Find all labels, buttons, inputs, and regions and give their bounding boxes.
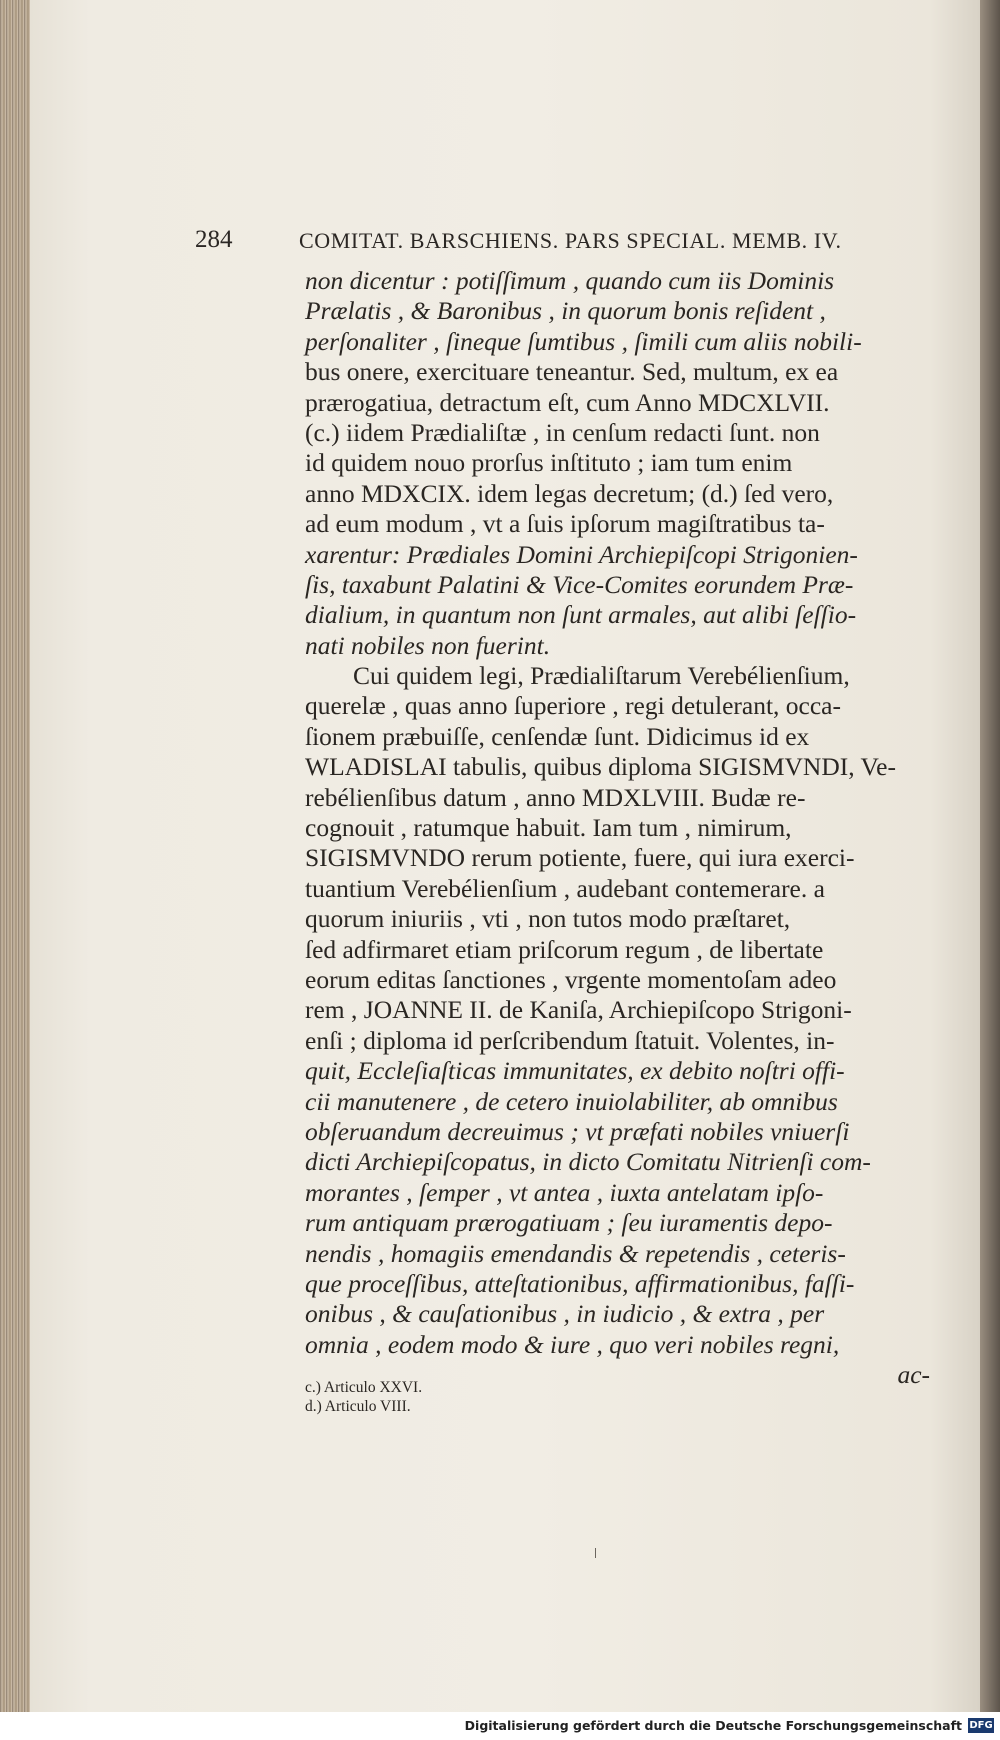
text-line: cii manutenere , de cetero inuiolabiliter, ab omnibus (305, 1086, 838, 1116)
text-line: dicti Archiepiſcopatus, in dicto Comitatu Nitrienſi com- (305, 1147, 871, 1177)
text-line: nati nobiles non fuerint. (305, 630, 551, 660)
page-number: 284 (195, 226, 233, 253)
text-line: anno MDXCIX. idem legas decretum; (d.) ſed vero, (305, 478, 834, 508)
text-line: bus onere, exercituare teneantur. Sed, multum, ex ea (305, 357, 839, 387)
book-edge-left (0, 0, 30, 1740)
text-line: enſi ; diploma id perſcribendum ſtatuit. Volentes, in- (305, 1025, 835, 1055)
text-line: Prælatis , & Baronibus , in quorum bonis reſident , (305, 296, 826, 326)
text-line: quorum iniuriis , vti , non tutos modo præſtaret, (305, 904, 791, 934)
text-line: onibus , & cauſationibus , in iudicio , & extra , per (305, 1299, 825, 1329)
text-line: dialium, in quantum non ſunt armales, aut alibi ſeſſio- (305, 600, 857, 630)
text-line: rebélienſibus datum , anno MDXLVIII. Budæ re- (305, 782, 806, 812)
text-line: Cui quidem legi, Prædialiſtarum Verebélienſium, (353, 661, 850, 691)
text-line: eorum editas ſanctiones , vrgente momentoſam adeo (305, 964, 837, 994)
text-line: quit, Eccleſiaſticas immunitates, ex debito noſtri offi- (305, 1056, 845, 1086)
text-line: SIGISMVNDO rerum potiente, fuere, qui iura exerci- (305, 843, 855, 873)
footnotes (305, 1378, 705, 1416)
dfg-logo: DFG (969, 1720, 993, 1731)
text-line: ſed adfirmaret etiam priſcorum regum , de libertate (305, 934, 824, 964)
text-line: xarentur: Prædiales Domini Archiepiſcopi Strigonien- (305, 539, 858, 569)
text-line: ſionem præbuiſſe, cenſendæ ſunt. Didicimus id ex (305, 721, 810, 751)
body-text (305, 266, 930, 1390)
footnote: d.) Articulo VIII. (305, 1398, 411, 1415)
digitization-credit: Digitalisierung gefördert durch die Deutsche Forschungsgemeinschaft (464, 1718, 962, 1733)
text-line: WLADISLAI tabulis, quibus diploma SIGISMVNDI, Ve- (305, 752, 896, 782)
text-line: ſis, taxabunt Palatini & Vice-Comites eorundem Præ- (305, 569, 854, 599)
text-line: id quidem nouo prorſus inſtituto ; iam tum enim (305, 448, 793, 478)
text-line: rum antiquam prærogatiuam ; ſeu iuramentis depo- (305, 1208, 833, 1238)
text-line: non dicentur : potiſſimum , quando cum iis Dominis (305, 266, 835, 295)
text-line: omnia , eodem modo & iure , quo veri nobiles regni, (305, 1329, 840, 1359)
stray-mark (595, 1548, 596, 1558)
text-line: tuantium Verebélienſium , audebant contemerare. a (305, 873, 825, 903)
text-line: nendis , homagiis emendandis & repetendis , ceteris- (305, 1238, 846, 1268)
text-line: prærogatiua, detractum eſt, cum Anno MDCXLVII. (305, 387, 830, 417)
text-line: ad eum modum , vt a ſuis ipſorum magiſtratibus ta- (305, 509, 825, 539)
text-line: que proceſſibus, atteſtationibus, affirmationibus, faſſi- (305, 1268, 855, 1298)
footnote: c.) Articulo XXVI. (305, 1379, 423, 1396)
text-line: obſeruandum decreuimus ; vt præfati nobiles vniuerſi (305, 1116, 850, 1146)
page-header (195, 226, 915, 266)
text-line: morantes , ſemper , vt antea , iuxta antelatam ipſo- (305, 1177, 824, 1207)
footer-bar (0, 1712, 1000, 1740)
text-line: cognouit , ratumque habuit. Iam tum , nimirum, (305, 813, 792, 843)
text-line: querelæ , quas anno ſuperiore , regi detulerant, occa- (305, 691, 841, 721)
text-line: ac- (897, 1360, 930, 1390)
running-head: COMITAT. BARSCHIENS. PARS SPECIAL. MEMB. IV. (299, 228, 842, 253)
text-line: (c.) iidem Prædialiſtæ , in cenſum redacti ſunt. non (305, 417, 820, 447)
book-edge-right (980, 0, 1000, 1740)
text-line: rem , JOANNE II. de Kaniſa, Archiepiſcopo Strigoni- (305, 995, 852, 1025)
text-line: perſonaliter , ſineque ſumtibus , ſimili cum aliis nobili- (305, 326, 862, 356)
